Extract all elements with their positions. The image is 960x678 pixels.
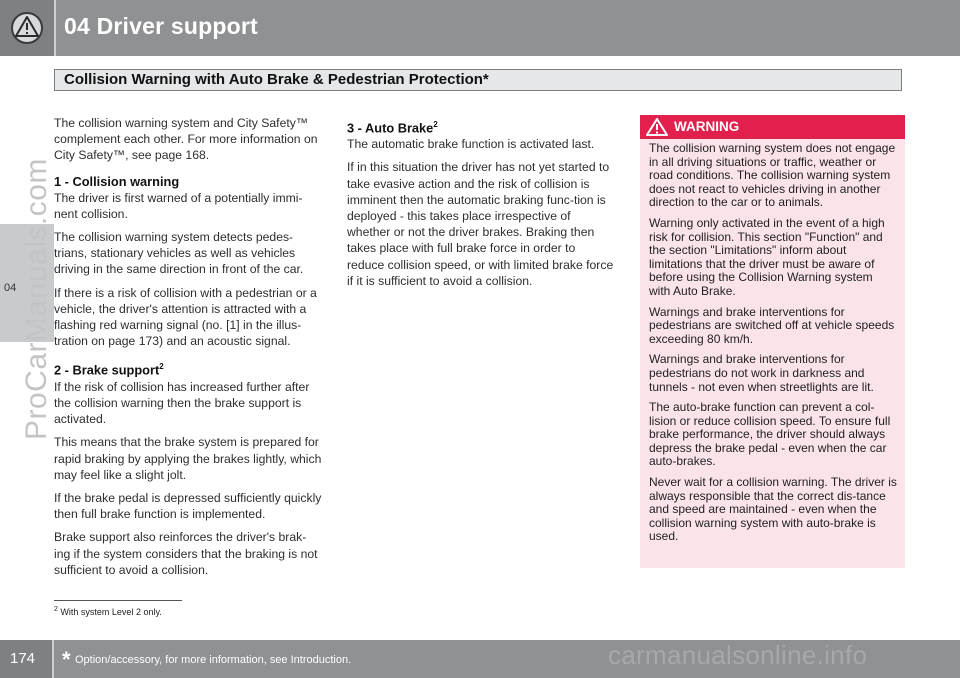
footnote xyxy=(54,606,162,617)
footnote-text: With system Level 2 only. xyxy=(60,607,162,617)
heading-text: 3 - Auto Brake xyxy=(347,120,434,136)
warning-paragraph: Warnings and brake interventions for pedestrians do not work in darkness and tunnels - not even when streetlights are lit. xyxy=(649,352,874,394)
footer-note: Option/accessory, for more information, see Introduction. xyxy=(75,654,352,666)
warning-paragraph: Warnings and brake interventions for pedestrians are switched off at vehicle speeds exceeding 80 km/h. xyxy=(649,304,895,346)
page-number: 174 xyxy=(10,650,36,667)
paragraph: If there is a risk of collision with a pedestrian or a vehicle, the driver's attention is attracted with a flashing red warning signal (no. [1] in the illus-tration on page 173) and an acoustic signal. xyxy=(54,285,317,349)
watermark-left: ProCarManuals.com xyxy=(20,158,53,440)
warning-label: WARNING xyxy=(674,119,740,134)
warning-paragraph: Warning only activated in the event of a high risk for collision. This section "Function" and the section "Limitations" inform about limitations that the driver must be aware of before using the Collision Warning system with Auto Brake. xyxy=(649,215,885,298)
heading-auto-brake xyxy=(347,117,615,136)
text-column-1 xyxy=(54,115,322,585)
paragraph: The driver is first warned of a potentially immi-nent collision. xyxy=(54,190,303,221)
warning-body xyxy=(640,139,905,544)
paragraph: If the brake pedal is depressed sufficiently quickly then full brake function is implemented. xyxy=(54,490,322,522)
warning-paragraph: Never wait for a collision warning. The driver is always responsible that the correct dis-tance and speed are maintained - even when the collision warning system with auto-brake is used. xyxy=(649,475,897,544)
warning-box xyxy=(640,115,905,568)
footer-asterisk: * xyxy=(62,647,71,672)
footnote-marker: 2 xyxy=(54,606,58,613)
chapter-header xyxy=(0,0,960,56)
paragraph: The collision warning system detects pedes-trians, stationary vehicles as well as vehicles driving in the same direction in front of the car. xyxy=(54,230,304,277)
paragraph: If the risk of collision has increased further after the collision warning then the brake support is activated. xyxy=(54,379,310,427)
paragraph: The automatic brake function is activated last. xyxy=(347,137,595,152)
paragraph: If in this situation the driver has not yet started to take evasive action and the risk of collision is imminent then the automatic braking func-tion is deployed - this takes place irrespective of whether or not the driver brakes. Braking then takes place with full brake force in order to reduce collision speed, or with limited brake force if it is sufficient to avoid a collision. xyxy=(347,160,614,288)
warning-triangle-circle-icon xyxy=(9,10,45,46)
heading-text: 2 - Brake support xyxy=(54,362,160,378)
paragraph: Brake support also reinforces the driver's brak-ing if the system considers that the braking is not sufficient to avoid a collision. xyxy=(54,530,318,577)
chapter-title: 04 Driver support xyxy=(64,13,258,39)
warning-header xyxy=(640,115,905,139)
watermark-bottom: carmanualsonline.info xyxy=(608,640,868,670)
section-title: Collision Warning with Auto Brake & Pedestrian Protection* xyxy=(54,69,902,91)
warning-paragraph: The auto-brake function can prevent a col-lision or reduce collision speed. To ensure full brake performance, the driver should always depress the brake pedal - even when the car auto-brakes. xyxy=(649,400,891,469)
page-number-box xyxy=(0,640,54,678)
paragraph: This means that the brake system is prepared for rapid braking by applying the brakes lightly, which may feel like a slight jolt. xyxy=(54,435,322,482)
footnote-ref: 2 xyxy=(433,120,438,129)
chapter-tab-number: 04 xyxy=(4,282,17,294)
warning-paragraph: The collision warning system does not engage in all driving situations or traffic, weather or road conditions. The collision warning system does not react to vehicles driving in another direction to the car or to animals. xyxy=(649,141,896,210)
footnote-divider xyxy=(54,600,182,601)
warning-triangle-icon xyxy=(645,117,669,137)
header-icon-box xyxy=(0,0,56,56)
heading-brake-support xyxy=(54,359,322,378)
text-column-2 xyxy=(347,117,615,296)
heading-collision-warning: 1 - Collision warning xyxy=(54,173,180,189)
footnote-ref: 2 xyxy=(159,362,164,372)
intro-paragraph: The collision warning system and City Safety™ complement each other. For more information on City Safety™, see page 168. xyxy=(54,116,318,163)
